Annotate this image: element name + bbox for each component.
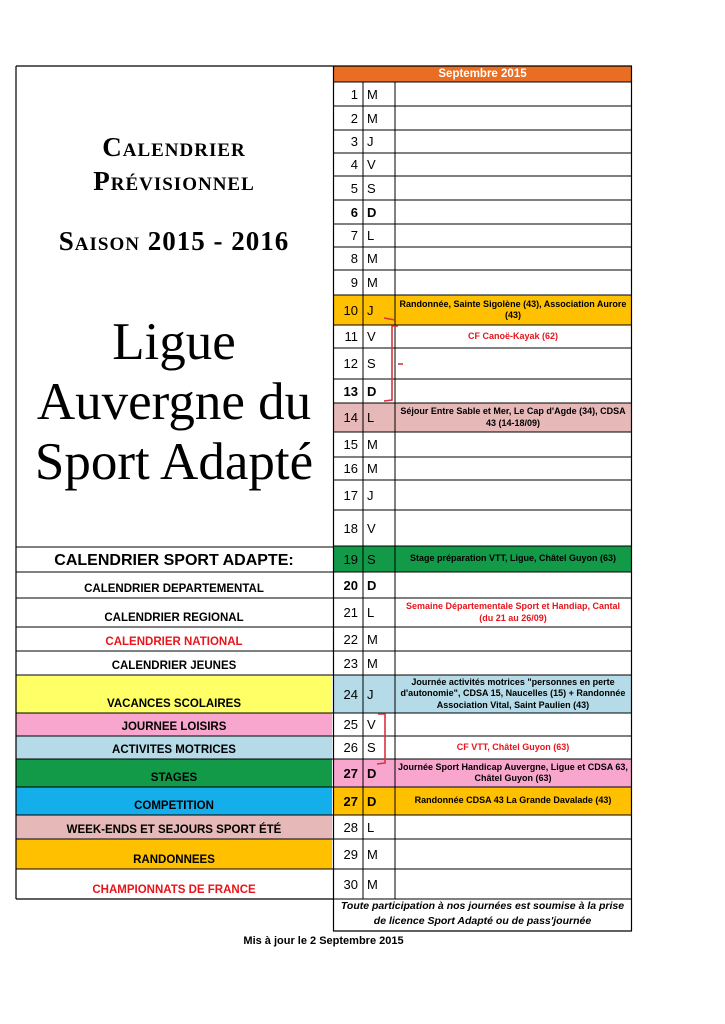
day-event: Séjour Entre Sable et Mer, Le Cap d'Agde (34), CDSA 43 (14-18/09): [395, 403, 631, 432]
legend-item: ACTIVITES MOTRICES: [16, 736, 332, 759]
day-letter: S: [367, 180, 376, 196]
day-letter: J: [367, 487, 374, 503]
day-letter: L: [367, 819, 375, 835]
day-letter: M: [367, 251, 378, 266]
day-number: 23: [343, 655, 358, 671]
day-letter: D: [367, 383, 377, 399]
day-number: 6: [350, 204, 358, 220]
legend-heading: CALENDRIER SPORT ADAPTE:: [54, 552, 294, 569]
legend-item: COMPETITION: [16, 787, 332, 815]
day-letter: M: [367, 461, 378, 476]
day-letter: M: [367, 846, 378, 862]
day-letter: M: [367, 631, 378, 647]
day-number: 10: [334, 295, 363, 325]
day-number: 9: [350, 275, 358, 290]
day-number: 13: [343, 383, 358, 399]
day-number: 5: [350, 180, 358, 196]
day-number: 4: [350, 157, 358, 172]
legend-item: RANDONNEES: [16, 839, 332, 869]
legend-item: CALENDRIER NATIONAL: [16, 627, 332, 651]
day-letter: D: [367, 577, 377, 593]
day-letter: J: [363, 675, 395, 713]
day-letter: S: [363, 546, 395, 572]
legend-item: JOURNEE LOISIRS: [16, 713, 332, 736]
day-number: 2: [350, 110, 358, 126]
day-letter: M: [367, 275, 378, 290]
day-letter: M: [367, 110, 378, 126]
bracket-cf-vtt-icon: [377, 714, 385, 764]
day-number: 8: [350, 251, 358, 266]
day-number: 1: [350, 86, 358, 102]
day-number: 21: [343, 605, 358, 620]
day-letter: M: [367, 655, 378, 671]
day-letter: J: [367, 134, 374, 149]
legend-item: VACANCES SCOLAIRES: [16, 675, 332, 713]
bracket-tick-icon: [384, 318, 395, 320]
day-letter: L: [367, 228, 375, 243]
day-number: 20: [343, 577, 358, 593]
legend-item: CALENDRIER DEPARTEMENTAL: [16, 572, 332, 598]
day-letter: M: [367, 86, 378, 102]
day-number: 27: [334, 787, 363, 815]
day-letter: S: [367, 356, 376, 371]
day-letter: L: [367, 605, 375, 620]
day-number: 25: [343, 717, 358, 732]
day-number: 7: [350, 228, 358, 243]
legend-item: WEEK-ENDS ET SEJOURS SPORT ÉTÉ: [16, 815, 332, 839]
bracket-cf-canoe-icon: [384, 326, 398, 401]
day-number: 18: [343, 520, 358, 536]
day-letter: V: [367, 520, 376, 536]
day-event: Journée activités motrices "personnes en perte d'autonomie", CDSA 15, Naucelles (15) + Randonnée Association Vital, Saint Paulien (43): [395, 675, 631, 713]
day-number: 17: [343, 487, 358, 503]
day-letter: S: [367, 740, 376, 755]
day-letter: V: [367, 329, 376, 344]
ligue-line-2: Auvergne du: [36, 373, 312, 431]
day-letter: D: [363, 759, 395, 787]
update-footer: Mis à jour le 2 Septembre 2015: [243, 935, 404, 947]
day-event: Randonnée CDSA 43 La Grande Davalade (43): [395, 787, 631, 815]
day-number: 14: [334, 403, 363, 432]
ligue-line-3: Sport Adapté: [34, 433, 314, 491]
legend-item: CALENDRIER JEUNES: [16, 651, 332, 675]
title-previsionnel: Prévisionnel: [93, 166, 255, 196]
title-calendrier: Calendrier: [102, 132, 246, 162]
day-event: Semaine Départementale Sport et Handiap, Cantal (du 21 au 26/09): [405, 601, 621, 623]
day-letter: V: [367, 157, 376, 172]
ligue-line-1: Ligue: [112, 313, 236, 371]
day-letter: D: [363, 787, 395, 815]
day-letter: J: [363, 295, 395, 325]
month-header: Septembre 2015: [334, 66, 631, 82]
licence-note: Toute participation à nos journées est soumise à la prise de licence Sport Adapté ou de pass'journée: [340, 900, 625, 927]
day-event: Randonnée, Sainte Sigolène (43), Association Aurore (43): [395, 295, 631, 325]
day-event: Journée Sport Handicap Auvergne, Ligue et CDSA 63, Châtel Guyon (63): [395, 759, 631, 787]
day-letter: M: [367, 437, 378, 452]
day-event: Stage préparation VTT, Ligue, Châtel Guyon (63): [395, 546, 631, 572]
day-number: 19: [334, 546, 363, 572]
day-number: 15: [343, 437, 358, 452]
day-number: 22: [343, 631, 358, 647]
season-title: Saison 2015 - 2016: [58, 226, 290, 256]
legend-item: CALENDRIER REGIONAL: [16, 598, 332, 627]
legend-item: STAGES: [16, 759, 332, 787]
day-number: 12: [343, 356, 358, 371]
day-number: 30: [343, 876, 358, 892]
day-number: 26: [343, 740, 358, 755]
day-number: 27: [334, 759, 363, 787]
day-number: 16: [343, 461, 358, 476]
day-event: CF VTT, Châtel Guyon (63): [456, 741, 570, 752]
day-letter: L: [363, 403, 395, 432]
day-letter: M: [367, 876, 378, 892]
day-letter: V: [367, 717, 376, 732]
legend-item: CHAMPIONNATS DE FRANCE: [16, 869, 332, 899]
day-number: 11: [344, 329, 358, 344]
day-number: 28: [343, 819, 358, 835]
day-number: 3: [350, 134, 358, 149]
day-letter: D: [367, 204, 377, 220]
day-number: 24: [334, 675, 363, 713]
day-number: 29: [343, 846, 358, 862]
day-event: CF Canoë-Kayak (62): [467, 330, 559, 341]
